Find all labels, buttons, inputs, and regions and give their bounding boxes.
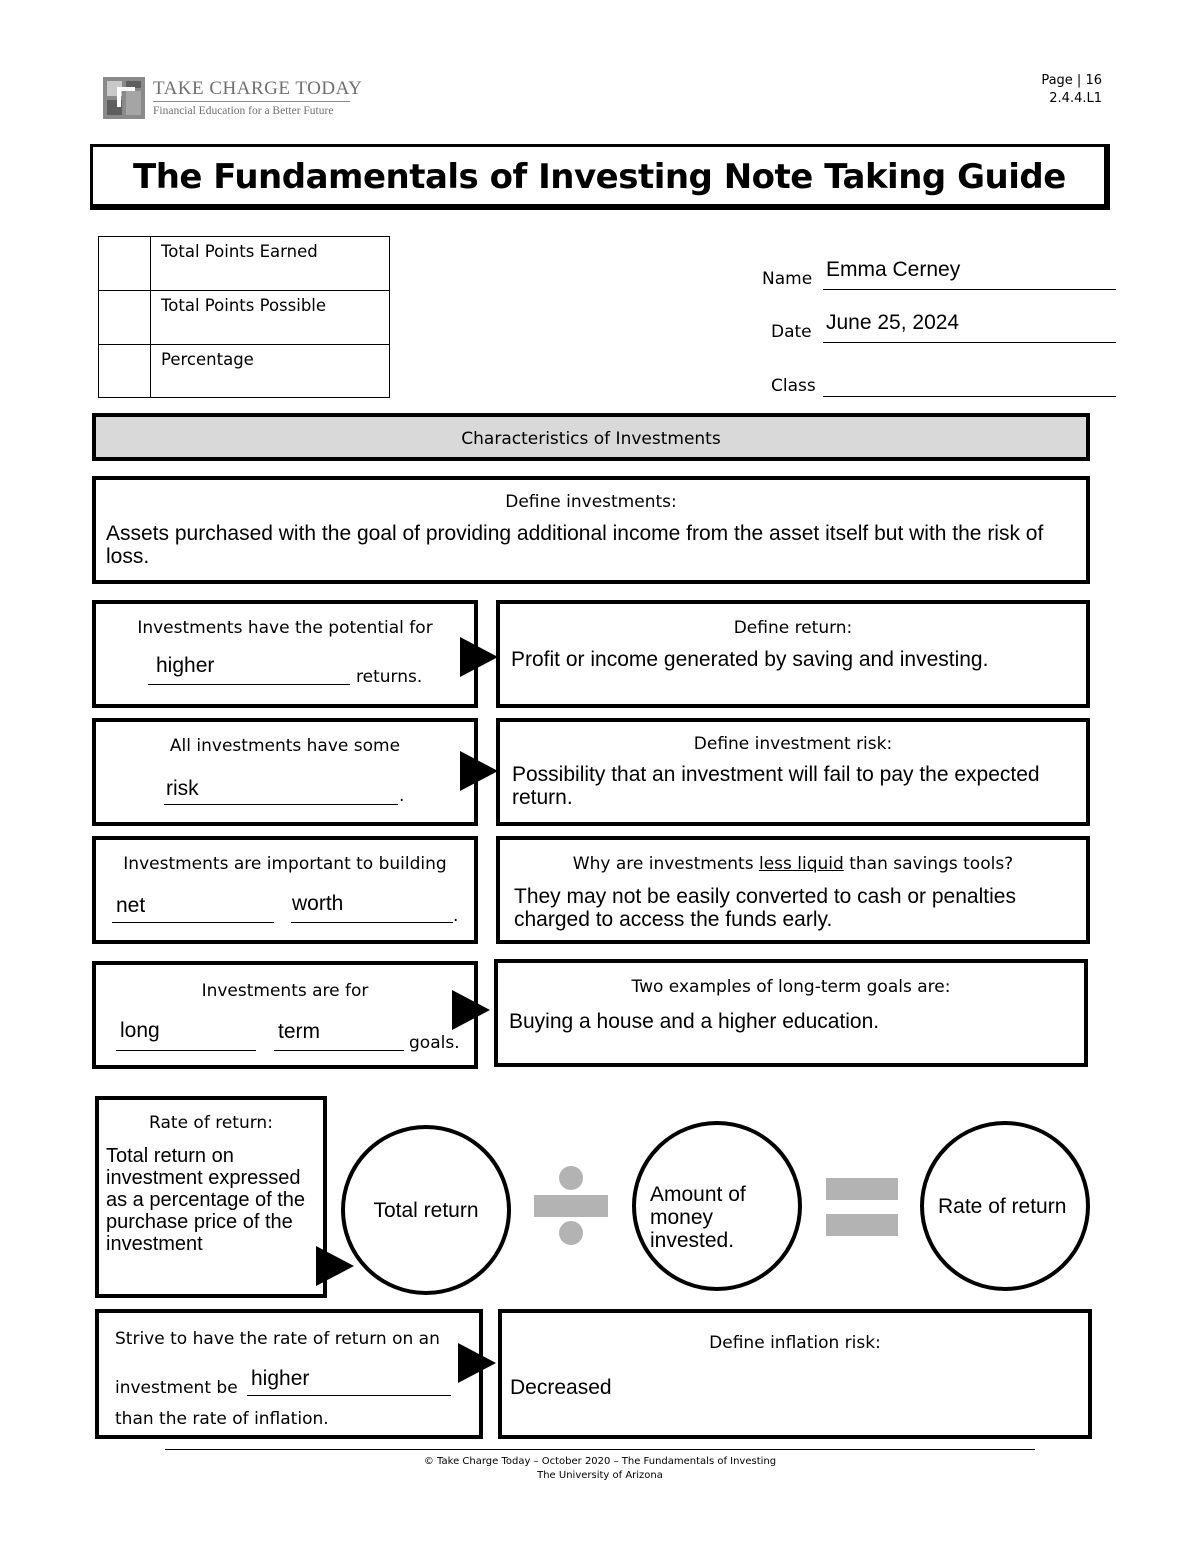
liquid-prompt-post: than savings tools?	[843, 854, 1014, 874]
page-title: The Fundamentals of Investing Note Taking Guide	[133, 157, 1066, 197]
arrow-right-icon	[316, 1246, 354, 1286]
brand-tagline: Financial Education for a Better Future	[153, 105, 334, 117]
date-field[interactable]: June 25, 2024	[826, 311, 960, 334]
page-code: 2.4.4.L1	[1049, 91, 1102, 106]
inflation-answer[interactable]: Decreased	[510, 1376, 612, 1399]
building-suffix: .	[453, 906, 459, 926]
liquid-prompt-underlined: less liquid	[758, 854, 844, 874]
section-header	[92, 413, 1090, 461]
building-prompt: Investments are important to building	[123, 854, 447, 874]
liquid-answer[interactable]: They may not be easily converted to cash or penalties charged to access the funds early.	[514, 885, 1016, 932]
define-investments-box	[92, 476, 1090, 584]
strive-prompt-1: Strive to have the rate of return on an	[115, 1329, 440, 1349]
amount-invested-circle	[632, 1121, 802, 1291]
brand-rule	[153, 101, 350, 102]
define-investments-answer[interactable]: Assets purchased with the goal of providing additional income from the asset itself but with the risk of loss.	[106, 522, 1044, 569]
define-risk-prompt: Define investment risk:	[693, 734, 893, 754]
strive-box	[95, 1309, 483, 1439]
define-investments-prompt: Define investments:	[505, 492, 677, 512]
some-risk-suffix: .	[399, 786, 405, 806]
class-label: Class	[771, 376, 816, 396]
building-answer-2[interactable]: worth	[292, 892, 344, 915]
some-risk-box	[92, 718, 478, 826]
goals-box	[92, 961, 478, 1069]
divide-icon	[534, 1166, 608, 1246]
rate-answer[interactable]: Total return on investment expressed as a percentage of the purchase price of the investment	[106, 1145, 306, 1255]
page-number: Page | 16	[1041, 73, 1102, 88]
footer-line-1: © Take Charge Today – October 2020 – The Fundamentals of Investing	[423, 1456, 777, 1467]
rate-prompt: Rate of return:	[149, 1113, 273, 1133]
total-return-label[interactable]: Total return	[373, 1199, 479, 1222]
building-box	[92, 836, 478, 944]
equals-icon	[826, 1178, 898, 1236]
strive-prompt-2: investment be	[115, 1378, 238, 1398]
strive-prompt-3: than the rate of inflation.	[115, 1409, 329, 1429]
percentage-label: Percentage	[161, 350, 254, 369]
arrow-right-icon	[452, 990, 490, 1030]
title-box	[90, 144, 1110, 210]
examples-box	[494, 959, 1088, 1067]
goals-prompt: Investments are for	[201, 981, 369, 1001]
rate-of-return-circle	[920, 1121, 1090, 1291]
amount-invested-label[interactable]: Amount of money invested.	[650, 1183, 746, 1253]
inflation-box	[498, 1309, 1092, 1439]
some-risk-answer[interactable]: risk	[166, 777, 199, 800]
logo-mark-icon	[103, 77, 145, 119]
potential-suffix: returns.	[356, 667, 423, 687]
brand-name: TAKE CHARGE TODAY	[153, 78, 363, 99]
arrow-right-icon	[460, 751, 498, 791]
points-table	[98, 236, 390, 398]
define-return-box	[496, 600, 1090, 708]
total-return-circle	[341, 1125, 511, 1295]
arrow-right-icon	[460, 637, 498, 677]
section-header-label: Characteristics of Investments	[461, 429, 721, 449]
goals-answer-2[interactable]: term	[278, 1020, 320, 1043]
strive-answer[interactable]: higher	[251, 1367, 310, 1390]
liquid-box	[496, 836, 1090, 944]
inflation-prompt: Define inflation risk:	[709, 1333, 881, 1353]
goals-suffix: goals.	[409, 1033, 460, 1053]
name-field[interactable]: Emma Cerney	[826, 258, 961, 281]
footer-line-2: The University of Arizona	[537, 1470, 663, 1481]
define-risk-box	[496, 718, 1090, 826]
potential-box	[92, 600, 478, 708]
rate-of-return-label[interactable]: Rate of return	[938, 1195, 1067, 1218]
points-earned-label: Total Points Earned	[161, 242, 318, 261]
points-possible-label: Total Points Possible	[161, 296, 327, 315]
name-label: Name	[762, 269, 813, 289]
arrow-right-icon	[458, 1343, 496, 1383]
potential-prompt: Investments have the potential for	[137, 618, 433, 638]
footer-rule	[165, 1449, 1035, 1450]
define-return-prompt: Define return:	[733, 618, 853, 638]
potential-answer[interactable]: higher	[156, 654, 215, 677]
some-risk-prompt: All investments have some	[169, 736, 401, 756]
define-return-answer[interactable]: Profit or income generated by saving and investing.	[511, 648, 989, 671]
rate-box	[95, 1096, 327, 1298]
building-answer-1[interactable]: net	[116, 894, 146, 917]
liquid-prompt-pre: Why are investments	[572, 854, 759, 874]
examples-answer[interactable]: Buying a house and a higher education.	[509, 1010, 880, 1033]
goals-answer-1[interactable]: long	[120, 1019, 160, 1042]
brand-logo	[103, 77, 145, 119]
date-label: Date	[771, 322, 812, 342]
define-risk-answer[interactable]: Possibility that an investment will fail to pay the expected return.	[512, 763, 1040, 810]
examples-prompt: Two examples of long-term goals are:	[631, 977, 951, 997]
liquid-prompt	[500, 854, 1086, 874]
